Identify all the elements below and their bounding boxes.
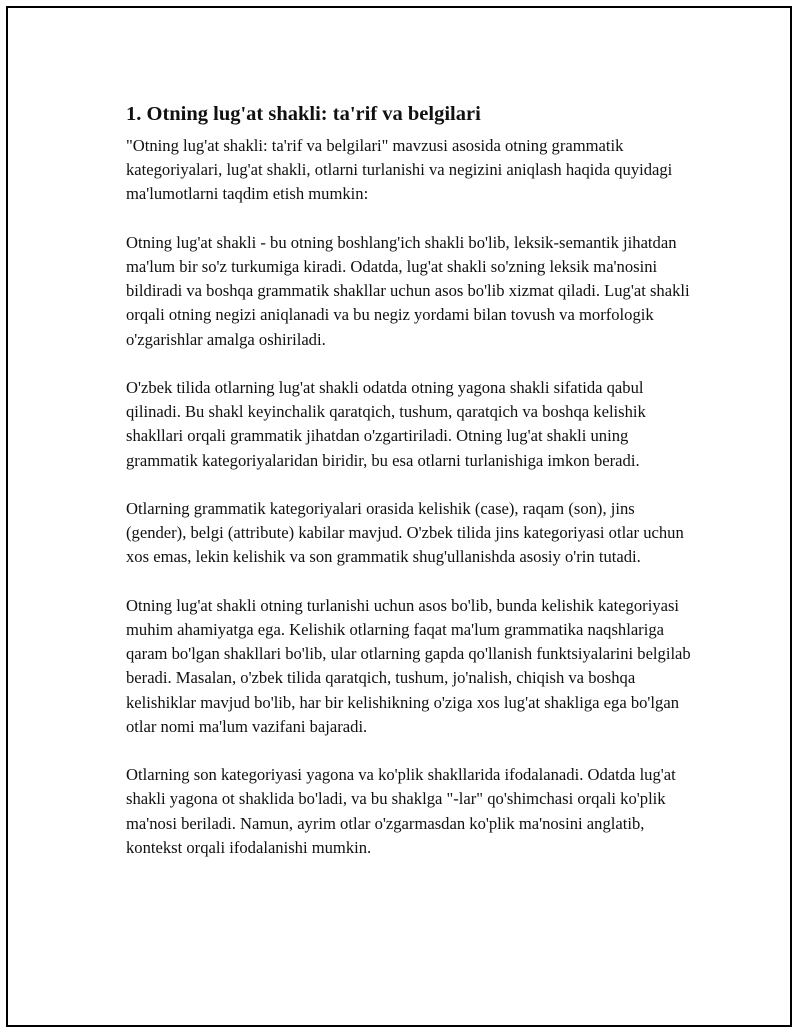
document-body (126, 100, 696, 884)
paragraph-number: Otlarning son kategoriyasi yagona va ko'plik shakllarida ifodalanadi. Odatda lug'at shakli yagona ot shaklida bo'ladi, va bu shaklga "-lar" qo'shimchasi orqali ko'plik ma'nosi beriladi. Namun, ayrim otlar o'zgarmasdan ko'plik ma'nosini anglatib, kontekst orqali ifodalanishi mumkin. (126, 765, 676, 857)
paragraph-intro: "Otning lug'at shakli: ta'rif va belgilari" mavzusi asosida otning grammatik kategoriyalari, lug'at shakli, otlarni turlanishi va negizini aniqlash haqida quyidagi ma'lumotlarni taqdim etish mumkin: (126, 136, 673, 204)
section-heading: 1. Otning lug'at shakli: ta'rif va belgilari (126, 103, 481, 125)
paragraph-categories: Otlarning grammatik kategoriyalari orasida kelishik (case), raqam (son), jins (gender), belgi (attribute) kabilar mavjud. O'zbek tilida jins kategoriyasi otlar uchun xos emas, lekin kelishik va son grammatik shug'ullanishda asosiy o'rin tutadi. (126, 499, 684, 567)
page-frame (6, 6, 792, 1027)
paragraph-case: Otning lug'at shakli otning turlanishi uchun asos bo'lib, bunda kelishik kategoriyasi muhim ahamiyatga ega. Kelishik otlarning faqat ma'lum grammatika naqshlariga qaram bo'lgan shakllari bo'lib, ular otlarning gapda qo'llanish funktsiyalarini belgilab beradi. Masalan, o'zbek tilida qaratqich, tushum, jo'nalish, chiqish va boshqa kelishiklar mavjud bo'lib, har bir kelishikning o'ziga xos lug'at shakliga ega bo'lgan otlar nomi ma'lum vazifani bajaradi. (126, 595, 691, 736)
paragraph-definition: Otning lug'at shakli - bu otning boshlang'ich shakli bo'lib, leksik-semantik jihatdan ma'lum bir so'z turkumiga kiradi. Odatda, lug'at shakli so'zning leksik ma'nosini bildiradi va boshqa grammatik shakllar uchun asos bo'lib xizmat qiladi. Lug'at shakli orqali otning negizi aniqlanadi va bu negiz yordami bilan tovush va morfologik o'zgarishlar amalga oshiriladi. (126, 232, 690, 349)
paragraph-uzbek-form: O'zbek tilida otlarning lug'at shakli odatda otning yagona shakli sifatida qabul qilinadi. Bu shakl keyinchalik qaratqich, tushum, qaratqich va boshqa kelishik shakllari orqali grammatik jihatdan o'zgartiriladi. Otning lug'at shakli uning grammatik kategoriyalaridan biridir, bu esa otlarni turlanishiga imkon beradi. (126, 378, 646, 470)
